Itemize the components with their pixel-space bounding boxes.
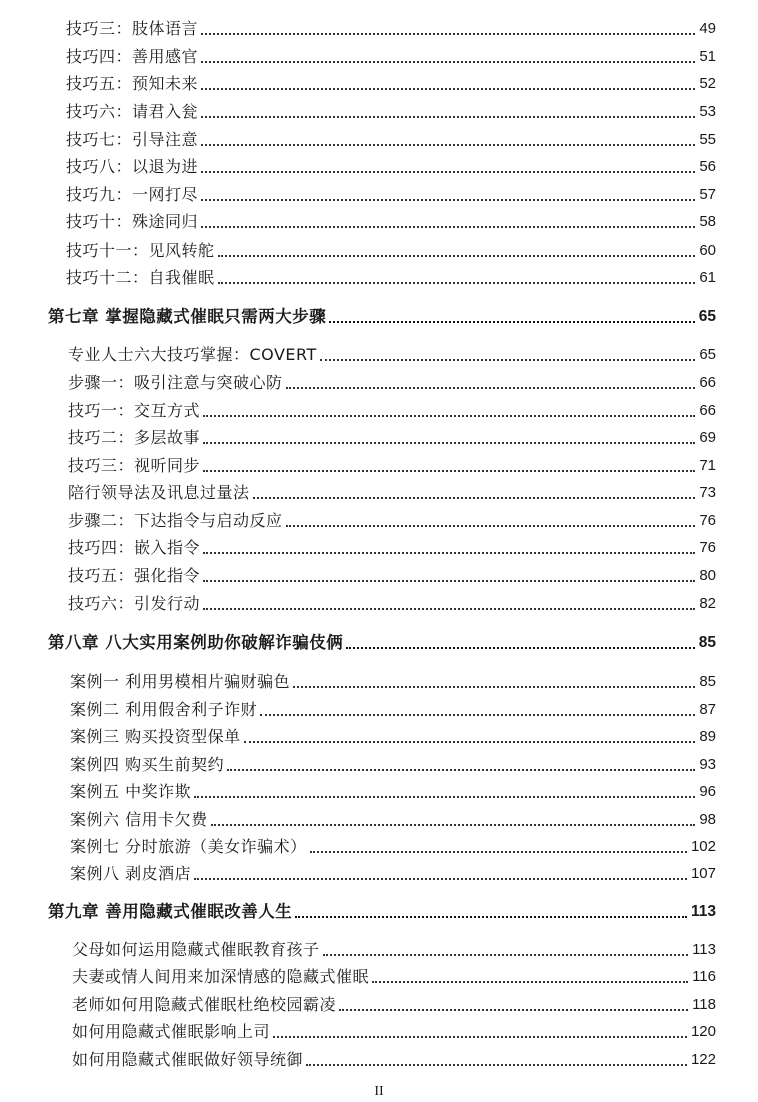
toc-entry bbox=[70, 807, 716, 833]
dot-leader bbox=[194, 796, 695, 798]
dot-leader bbox=[273, 1036, 687, 1038]
toc-entry-title: 技巧二：多层故事 bbox=[68, 428, 201, 447]
toc-entry-page: 122 bbox=[690, 1051, 716, 1068]
toc-chapter-entry bbox=[48, 630, 716, 656]
toc-entry-title: 老师如何用隐藏式催眠杜绝校园霸凌 bbox=[72, 995, 337, 1014]
toc-entry-title: 技巧九：一网打尽 bbox=[66, 185, 199, 204]
toc-entry-title: 案例七 分时旅游（美女诈骗术） bbox=[70, 837, 307, 856]
dot-leader bbox=[201, 88, 695, 90]
toc-entry-page: 66 bbox=[699, 402, 716, 419]
dot-leader bbox=[201, 199, 695, 201]
toc-entry bbox=[68, 370, 716, 396]
toc-entry-page: 85 bbox=[699, 673, 716, 690]
dot-leader bbox=[286, 525, 696, 527]
toc-entry bbox=[72, 1019, 716, 1045]
toc-entry bbox=[66, 127, 716, 153]
dot-leader bbox=[244, 741, 696, 743]
toc-entry bbox=[66, 182, 716, 208]
dot-leader bbox=[203, 470, 695, 472]
toc-entry-title: 如何用隐藏式催眠做好领导统御 bbox=[72, 1050, 304, 1069]
toc-entry-page: 65 bbox=[699, 346, 716, 363]
dot-leader bbox=[346, 647, 695, 649]
toc-entry bbox=[68, 453, 716, 479]
toc-entry bbox=[68, 480, 716, 506]
toc-entry-page: 113 bbox=[690, 903, 716, 920]
toc-entry-page: 51 bbox=[699, 48, 716, 65]
dot-leader bbox=[218, 282, 696, 284]
toc-entry bbox=[68, 535, 716, 561]
toc-entry-title: 第九章 善用隐藏式催眠改善人生 bbox=[48, 902, 293, 921]
toc-entry bbox=[66, 44, 716, 70]
toc-entry-page: 57 bbox=[699, 186, 716, 203]
dot-leader bbox=[203, 442, 695, 444]
toc-entry bbox=[72, 964, 716, 990]
dot-leader bbox=[203, 608, 695, 610]
toc-chapter-entry bbox=[48, 899, 716, 925]
dot-leader bbox=[201, 226, 695, 228]
toc-entry-title: 技巧八：以退为进 bbox=[66, 157, 199, 176]
dot-leader bbox=[253, 497, 696, 499]
toc-entry bbox=[66, 154, 716, 180]
toc-entry-title: 如何用隐藏式催眠影响上司 bbox=[72, 1022, 271, 1041]
toc-entry-page: 116 bbox=[692, 968, 716, 985]
dot-leader bbox=[227, 769, 695, 771]
toc-entry-title: 技巧十二：自我催眠 bbox=[66, 268, 215, 287]
toc-entry-page: 65 bbox=[698, 308, 716, 325]
toc-entry bbox=[68, 563, 716, 589]
toc-entry bbox=[66, 99, 716, 125]
toc-entry-title: 技巧五：预知未来 bbox=[66, 74, 199, 93]
toc-entry-page: 85 bbox=[698, 634, 716, 651]
toc-entry-page: 93 bbox=[699, 756, 716, 773]
toc-entry-title: 技巧三：肢体语言 bbox=[66, 19, 199, 38]
toc-entry-page: 98 bbox=[699, 811, 716, 828]
toc-entry bbox=[66, 71, 716, 97]
toc-entry bbox=[66, 209, 716, 235]
toc-entry-page: 82 bbox=[699, 595, 716, 612]
dot-leader bbox=[329, 321, 695, 323]
toc-entry-page: 60 bbox=[699, 242, 716, 259]
page-number: II bbox=[374, 1084, 384, 1099]
dot-leader bbox=[211, 824, 696, 826]
toc-entry-title: 第八章 八大实用案例助你破解诈骗伎俩 bbox=[48, 633, 344, 652]
dot-leader bbox=[339, 1009, 688, 1011]
dot-leader bbox=[293, 686, 695, 688]
toc-entry-page: 71 bbox=[699, 457, 716, 474]
toc-entry-title: 技巧十一：见风转舵 bbox=[66, 241, 215, 260]
toc-entry-page: 107 bbox=[690, 865, 716, 882]
toc-entry-page: 87 bbox=[699, 701, 716, 718]
toc-entry bbox=[68, 508, 716, 534]
toc-entry-page: 76 bbox=[699, 539, 716, 556]
toc-entry-page: 80 bbox=[699, 567, 716, 584]
toc-entry bbox=[66, 265, 716, 291]
toc-entry-page: 113 bbox=[692, 941, 716, 958]
toc-entry bbox=[70, 669, 716, 695]
toc-entry bbox=[68, 398, 716, 424]
toc-chapter-entry bbox=[48, 304, 716, 330]
toc-entry-page: 102 bbox=[690, 838, 716, 855]
toc-entry-title: 第七章 掌握隐藏式催眠只需两大步骤 bbox=[48, 307, 327, 326]
dot-leader bbox=[306, 1064, 687, 1066]
toc-entry-title: 技巧十：殊途同归 bbox=[66, 212, 199, 231]
toc-entry-page: 76 bbox=[699, 512, 716, 529]
toc-entry-title: 案例二 利用假舍利子诈财 bbox=[70, 700, 258, 719]
toc-entry-page: 53 bbox=[699, 103, 716, 120]
toc-entry bbox=[66, 16, 716, 42]
toc-entry-title: 案例六 信用卡欠费 bbox=[70, 810, 208, 829]
dot-leader bbox=[286, 387, 696, 389]
toc-entry-title: 案例五 中奖诈欺 bbox=[70, 782, 192, 801]
toc-entry bbox=[70, 861, 716, 887]
toc-entry-title: 技巧一：交互方式 bbox=[68, 401, 201, 420]
dot-leader bbox=[320, 359, 696, 361]
toc-entry-page: 58 bbox=[699, 213, 716, 230]
dot-leader bbox=[201, 61, 695, 63]
dot-leader bbox=[203, 415, 695, 417]
dot-leader bbox=[218, 255, 696, 257]
toc-entry-page: 89 bbox=[699, 728, 716, 745]
toc-entry-title: 技巧三：视听同步 bbox=[68, 456, 201, 475]
toc-entry-title: 技巧四：嵌入指令 bbox=[68, 538, 201, 557]
toc-entry-title: 案例三 购买投资型保单 bbox=[70, 727, 241, 746]
toc-entry bbox=[72, 992, 716, 1018]
toc-entry-title: 案例四 购买生前契约 bbox=[70, 755, 225, 774]
dot-leader bbox=[203, 552, 695, 554]
toc-entry-page: 118 bbox=[692, 996, 716, 1013]
dot-leader bbox=[201, 144, 695, 146]
toc-entry-title: 父母如何运用隐藏式催眠教育孩子 bbox=[72, 940, 320, 959]
toc-entry bbox=[68, 591, 716, 617]
toc-entry bbox=[70, 752, 716, 778]
toc-entry-title: 专业人士六大技巧掌握：COVERT bbox=[68, 345, 317, 364]
toc-entry bbox=[70, 779, 716, 805]
toc-entry-title: 夫妻或情人间用来加深情感的隐藏式催眠 bbox=[72, 967, 370, 986]
toc-entry-title: 步骤一：吸引注意与突破心防 bbox=[68, 373, 283, 392]
toc-entry bbox=[70, 834, 716, 860]
toc-entry-title: 技巧五：强化指令 bbox=[68, 566, 201, 585]
toc-entry-title: 案例八 剥皮酒店 bbox=[70, 864, 192, 883]
toc-entry-title: 案例一 利用男模相片骗财骗色 bbox=[70, 672, 291, 691]
toc-entry-page: 69 bbox=[699, 429, 716, 446]
toc-entry bbox=[72, 1047, 716, 1073]
dot-leader bbox=[194, 878, 687, 880]
toc-entry-page: 56 bbox=[699, 158, 716, 175]
toc-entry-page: 49 bbox=[699, 20, 716, 37]
toc-entry bbox=[68, 342, 716, 368]
dot-leader bbox=[323, 954, 689, 956]
dot-leader bbox=[203, 580, 695, 582]
dot-leader bbox=[295, 916, 687, 918]
toc-entry-page: 73 bbox=[699, 484, 716, 501]
dot-leader bbox=[201, 33, 695, 35]
toc-entry-title: 技巧六：请君入瓮 bbox=[66, 102, 199, 121]
toc-entry bbox=[66, 238, 716, 264]
toc-entry bbox=[72, 937, 716, 963]
dot-leader bbox=[260, 714, 695, 716]
dot-leader bbox=[201, 171, 695, 173]
toc-entry-title: 技巧四：善用感官 bbox=[66, 47, 199, 66]
toc-entry bbox=[70, 724, 716, 750]
toc-entry-page: 120 bbox=[690, 1023, 716, 1040]
toc-entry bbox=[70, 697, 716, 723]
toc-entry-page: 96 bbox=[699, 783, 716, 800]
toc-entry-page: 55 bbox=[699, 131, 716, 148]
toc-entry-title: 技巧六：引发行动 bbox=[68, 594, 201, 613]
toc-entry-page: 66 bbox=[699, 374, 716, 391]
toc-entry-title: 技巧七：引导注意 bbox=[66, 130, 199, 149]
toc-entry-page: 52 bbox=[699, 75, 716, 92]
dot-leader bbox=[372, 981, 688, 983]
dot-leader bbox=[201, 116, 695, 118]
toc-entry-title: 陪行领导法及讯息过量法 bbox=[68, 483, 250, 502]
toc-entry-page: 61 bbox=[699, 269, 716, 286]
toc-entry bbox=[68, 425, 716, 451]
toc-entry-title: 步骤二：下达指令与启动反应 bbox=[68, 511, 283, 530]
dot-leader bbox=[310, 851, 687, 853]
